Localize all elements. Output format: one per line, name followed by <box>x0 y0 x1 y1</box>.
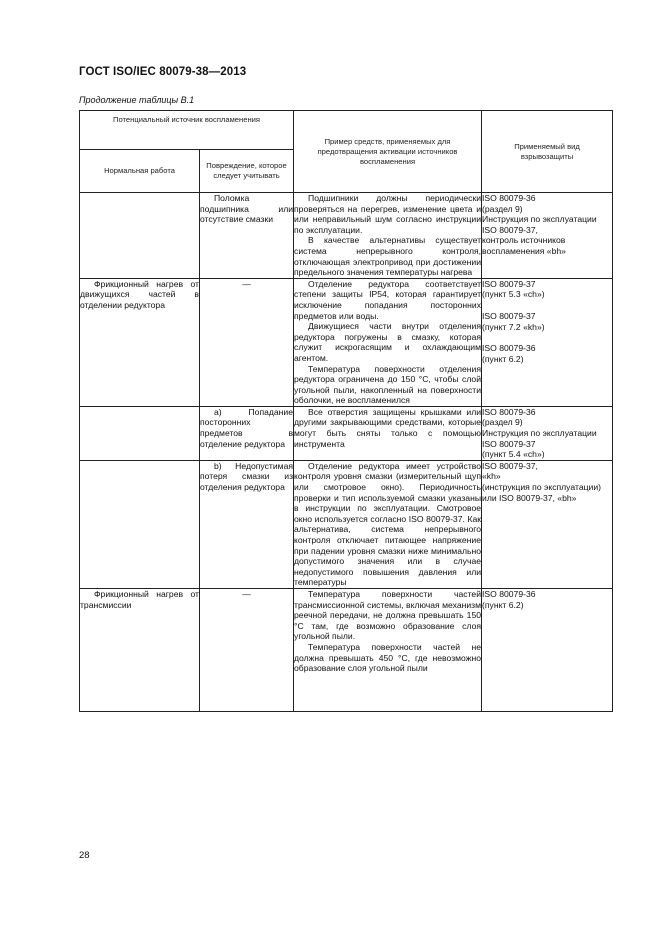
header-damage: Повреждение, которое следует учитывать <box>200 150 294 193</box>
header-example-means: Пример средств, применяемых для предотвращения активации источников воспламенения <box>294 111 482 193</box>
normal-operation-cell <box>80 193 200 279</box>
damage-cell: b) Недопустимая потеря смазки из отделения редуктора <box>200 460 294 588</box>
protection-cell: ISO 80079-36 (раздел 9) Инструкция по эксплуатации ISO 80079-37 (пункт 5.4 «ch») <box>482 406 613 460</box>
protection-cell: ISO 80079-37 (пункт 5.3 «ch») ISO 80079-37 (пункт 7.2 «kh») ISO 80079-36 (пункт 6.2) <box>482 278 613 406</box>
normal-operation-cell <box>80 406 200 460</box>
table-row <box>80 278 613 406</box>
page-number: 28 <box>79 850 90 861</box>
example-cell: Все отверстия защищены крышками или другими закрывающими средствами, которые могут быть сняты только с помощью инструмента <box>294 406 482 460</box>
damage-cell: — <box>200 588 294 711</box>
table-caption: Продолжение таблицы В.1 <box>79 95 195 105</box>
ignition-sources-table <box>79 110 613 712</box>
example-cell: Температура поверхности частей трансмиссионной системы, включая механизм реечной передачи, не должна превышать 150 °С там, где возможно образование слоя угольной пыли. Температура поверхности частей не должна превышать 450 °С, где невозможно образование слоя угольной пыли <box>294 588 482 711</box>
header-potential-source: Потенциальный источник воспламенения <box>80 111 294 150</box>
table-row <box>80 406 613 460</box>
damage-cell: Поломка подшипника или отсутствие смазки <box>200 193 294 279</box>
header-normal-operation: Нормальная работа <box>80 150 200 193</box>
example-cell: Подшипники должны периодически проверяться на перегрев, изменение цвета и или неправильный шум согласно инструкции по эксплуатации. В качестве альтернативы существует система непрерывного контроля, отключающая электропривод при достижении предельного значения температуры нагрева <box>294 193 482 278</box>
damage-cell: — <box>200 278 294 406</box>
protection-cell: ISO 80079-36 (пункт 6.2) <box>482 588 613 711</box>
damage-cell: а) Попадание посторонних предметов в отделение редуктора <box>200 406 294 460</box>
protection-cell: ISO 80079-37, «kh» (инструкция по эксплуатации) или ISO 80079-37, «bh» <box>482 460 613 588</box>
example-cell: Отделение редуктора имеет устройство контроля уровня смазки (измерительный щуп или смотровое окно). Периодичность проверки и тип используемой смазки указаны в инструкции по эксплуатации. Смотровое окно используется согласно ISO 80079-37. Как альтернатива, система непрерывного контроля отключает питающее напряжение при падении уровня смазки ниже минимально допустимого значения или в случае недопустимого повышения давления или температуры <box>294 460 482 588</box>
normal-operation-cell: Фрикционный нагрев от трансмиссии <box>80 588 200 711</box>
table-header-row <box>80 111 613 150</box>
table-row <box>80 193 613 279</box>
header-protection-type: Применяемый вид взрывозащиты <box>482 111 613 193</box>
table-row <box>80 460 613 588</box>
example-cell: Отделение редуктора соответствует степени защиты IP54, которая гарантирует исключение попадания посторонних предметов или воды. Движущиеся части внутри отделения редуктора погружены в смазку, которая служит искрогасящим и охлаждающим агентом. Температура поверхности отделения редуктора ограничена до 150 °С, чтобы слой угольной пыли, накопленный на поверхности оболочки, не воспламенился <box>294 278 482 406</box>
table-row <box>80 588 613 711</box>
protection-cell: ISO 80079-36 (раздел 9) Инструкция по эксплуатации ISO 80079-37, контроль источников воспламенения «bh» <box>482 193 613 279</box>
normal-operation-cell: Фрикционный нагрев от движущихся частей в отделении редуктора <box>80 278 200 406</box>
document-title: ГОСТ ISO/IEC 80079-38—2013 <box>79 66 247 78</box>
normal-operation-cell <box>80 460 200 588</box>
